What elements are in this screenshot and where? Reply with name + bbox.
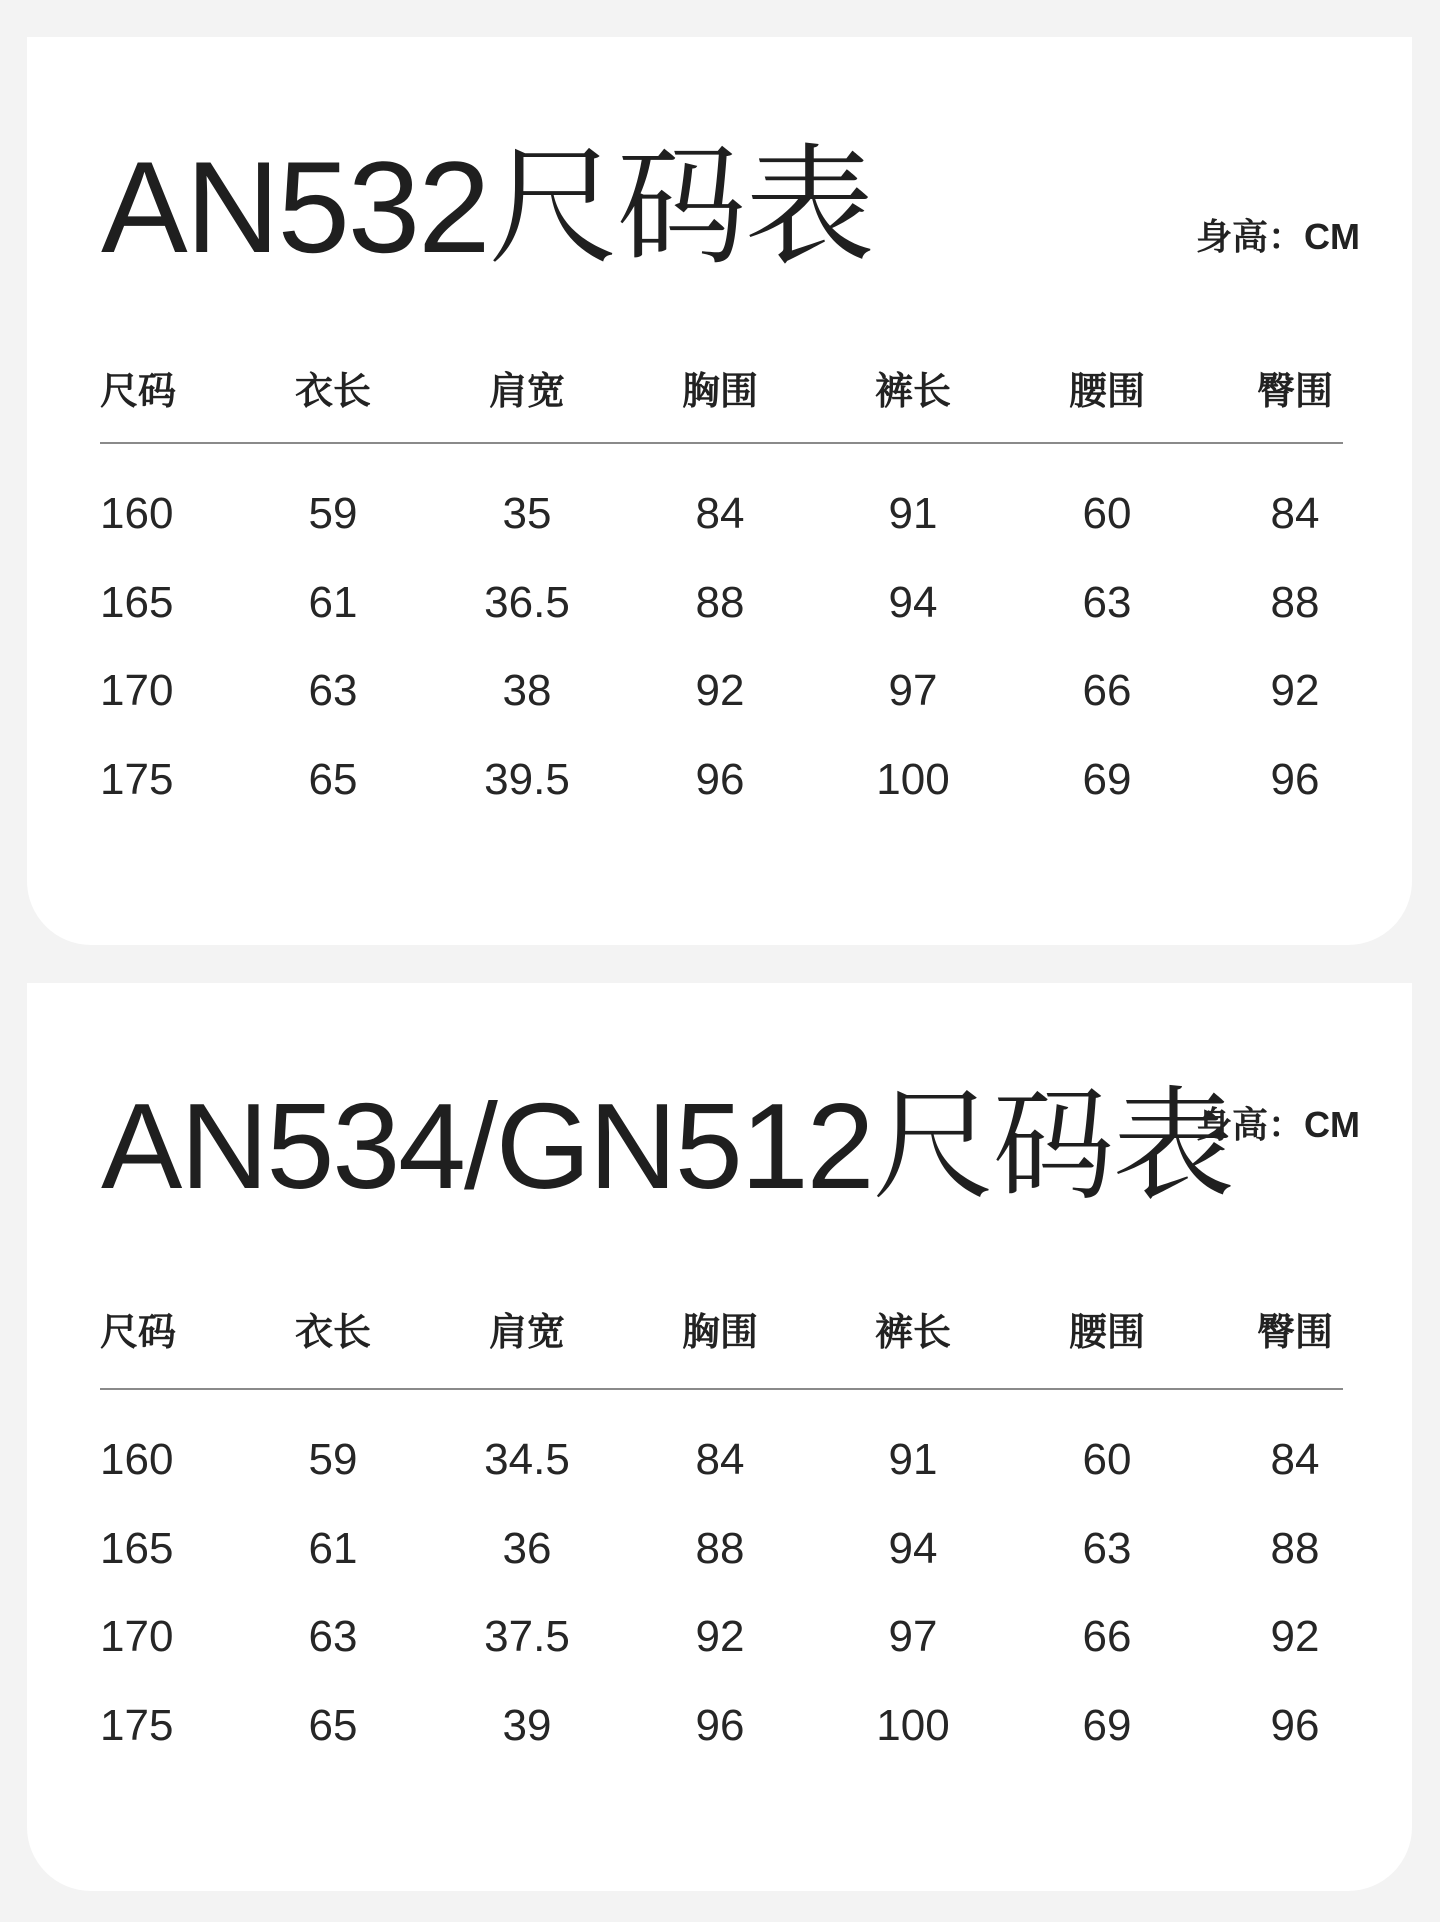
- size-chart-card-an534-gn512: [27, 983, 1412, 1891]
- table-row: [27, 1696, 1412, 1756]
- table-cell: 63: [1082, 1524, 1132, 1573]
- header-hip: 臀围: [1256, 1312, 1333, 1354]
- table-cell: 84: [695, 1435, 745, 1484]
- table-cell: 100: [876, 755, 950, 804]
- table-cell: 69: [1082, 1701, 1132, 1750]
- unit-label: 身高：CM: [1196, 1104, 1360, 1145]
- table-row: [27, 573, 1412, 633]
- table-cell: 65: [308, 1701, 358, 1750]
- table-header-row: [27, 1303, 1412, 1363]
- table-cell: 36: [502, 1524, 552, 1573]
- header-divider: [100, 1388, 1343, 1390]
- table-cell: 63: [308, 1612, 358, 1661]
- table-cell: 66: [1082, 666, 1132, 715]
- table-cell: 61: [308, 578, 358, 627]
- table-cell: 165: [100, 578, 174, 627]
- header-size: 尺码: [100, 371, 177, 413]
- table-cell: 96: [1270, 1701, 1320, 1750]
- table-cell: 60: [1082, 489, 1132, 538]
- table-cell: 59: [308, 1435, 358, 1484]
- table-cell: 170: [100, 1612, 174, 1661]
- table-row: [27, 1607, 1412, 1667]
- table-cell: 61: [308, 1524, 358, 1573]
- table-cell: 94: [888, 578, 938, 627]
- header-pants-length: 裤长: [874, 371, 951, 413]
- table-cell: 97: [888, 1612, 938, 1661]
- table-cell: 97: [888, 666, 938, 715]
- header-waist: 腰围: [1068, 371, 1145, 413]
- table-cell: 84: [1270, 489, 1320, 538]
- table-cell: 84: [1270, 1435, 1320, 1484]
- table-cell: 84: [695, 489, 745, 538]
- table-cell: 170: [100, 666, 174, 715]
- table-row: [27, 750, 1412, 810]
- table-cell: 39: [502, 1701, 552, 1750]
- table-cell: 92: [695, 1612, 745, 1661]
- table-cell: 63: [308, 666, 358, 715]
- table-row: [27, 1430, 1412, 1490]
- table-cell: 63: [1082, 578, 1132, 627]
- header-chest: 胸围: [681, 1312, 758, 1354]
- unit-label: 身高：CM: [1196, 216, 1360, 257]
- table-cell: 88: [695, 578, 745, 627]
- table-cell: 96: [1270, 755, 1320, 804]
- table-cell: 66: [1082, 1612, 1132, 1661]
- table-cell: 69: [1082, 755, 1132, 804]
- table-cell: 92: [695, 666, 745, 715]
- table-cell: 91: [888, 489, 938, 538]
- header-shoulder: 肩宽: [488, 371, 565, 413]
- table-row: [27, 661, 1412, 721]
- header-size: 尺码: [100, 1312, 177, 1354]
- header-pants-length: 裤长: [874, 1312, 951, 1354]
- table-cell: 88: [695, 1524, 745, 1573]
- table-cell: 88: [1270, 578, 1320, 627]
- table-cell: 92: [1270, 1612, 1320, 1661]
- table-cell: 39.5: [484, 755, 570, 804]
- table-cell: 175: [100, 1701, 174, 1750]
- header-chest: 胸围: [681, 371, 758, 413]
- table-cell: 160: [100, 489, 174, 538]
- table-cell: 92: [1270, 666, 1320, 715]
- table-cell: 36.5: [484, 578, 570, 627]
- table-cell: 88: [1270, 1524, 1320, 1573]
- table-cell: 34.5: [484, 1435, 570, 1484]
- table-cell: 100: [876, 1701, 950, 1750]
- table-cell: 60: [1082, 1435, 1132, 1484]
- table-cell: 160: [100, 1435, 174, 1484]
- table-cell: 165: [100, 1524, 174, 1573]
- table-header-row: [27, 362, 1412, 422]
- header-length: 衣长: [294, 371, 371, 413]
- table-cell: 96: [695, 1701, 745, 1750]
- size-chart-title: AN534/GN512尺码表: [101, 1078, 1233, 1214]
- table-cell: 59: [308, 489, 358, 538]
- table-cell: 91: [888, 1435, 938, 1484]
- header-hip: 臀围: [1256, 371, 1333, 413]
- header-waist: 腰围: [1068, 1312, 1145, 1354]
- table-cell: 38: [502, 666, 552, 715]
- header-length: 衣长: [294, 1312, 371, 1354]
- size-chart-title: AN532尺码表: [101, 134, 873, 280]
- table-cell: 175: [100, 755, 174, 804]
- size-chart-card-an532: [27, 37, 1412, 945]
- table-cell: 35: [502, 489, 552, 538]
- table-row: [27, 1519, 1412, 1579]
- table-cell: 96: [695, 755, 745, 804]
- table-cell: 65: [308, 755, 358, 804]
- table-cell: 94: [888, 1524, 938, 1573]
- table-cell: 37.5: [484, 1612, 570, 1661]
- table-row: [27, 484, 1412, 544]
- header-shoulder: 肩宽: [488, 1312, 565, 1354]
- header-divider: [100, 442, 1343, 444]
